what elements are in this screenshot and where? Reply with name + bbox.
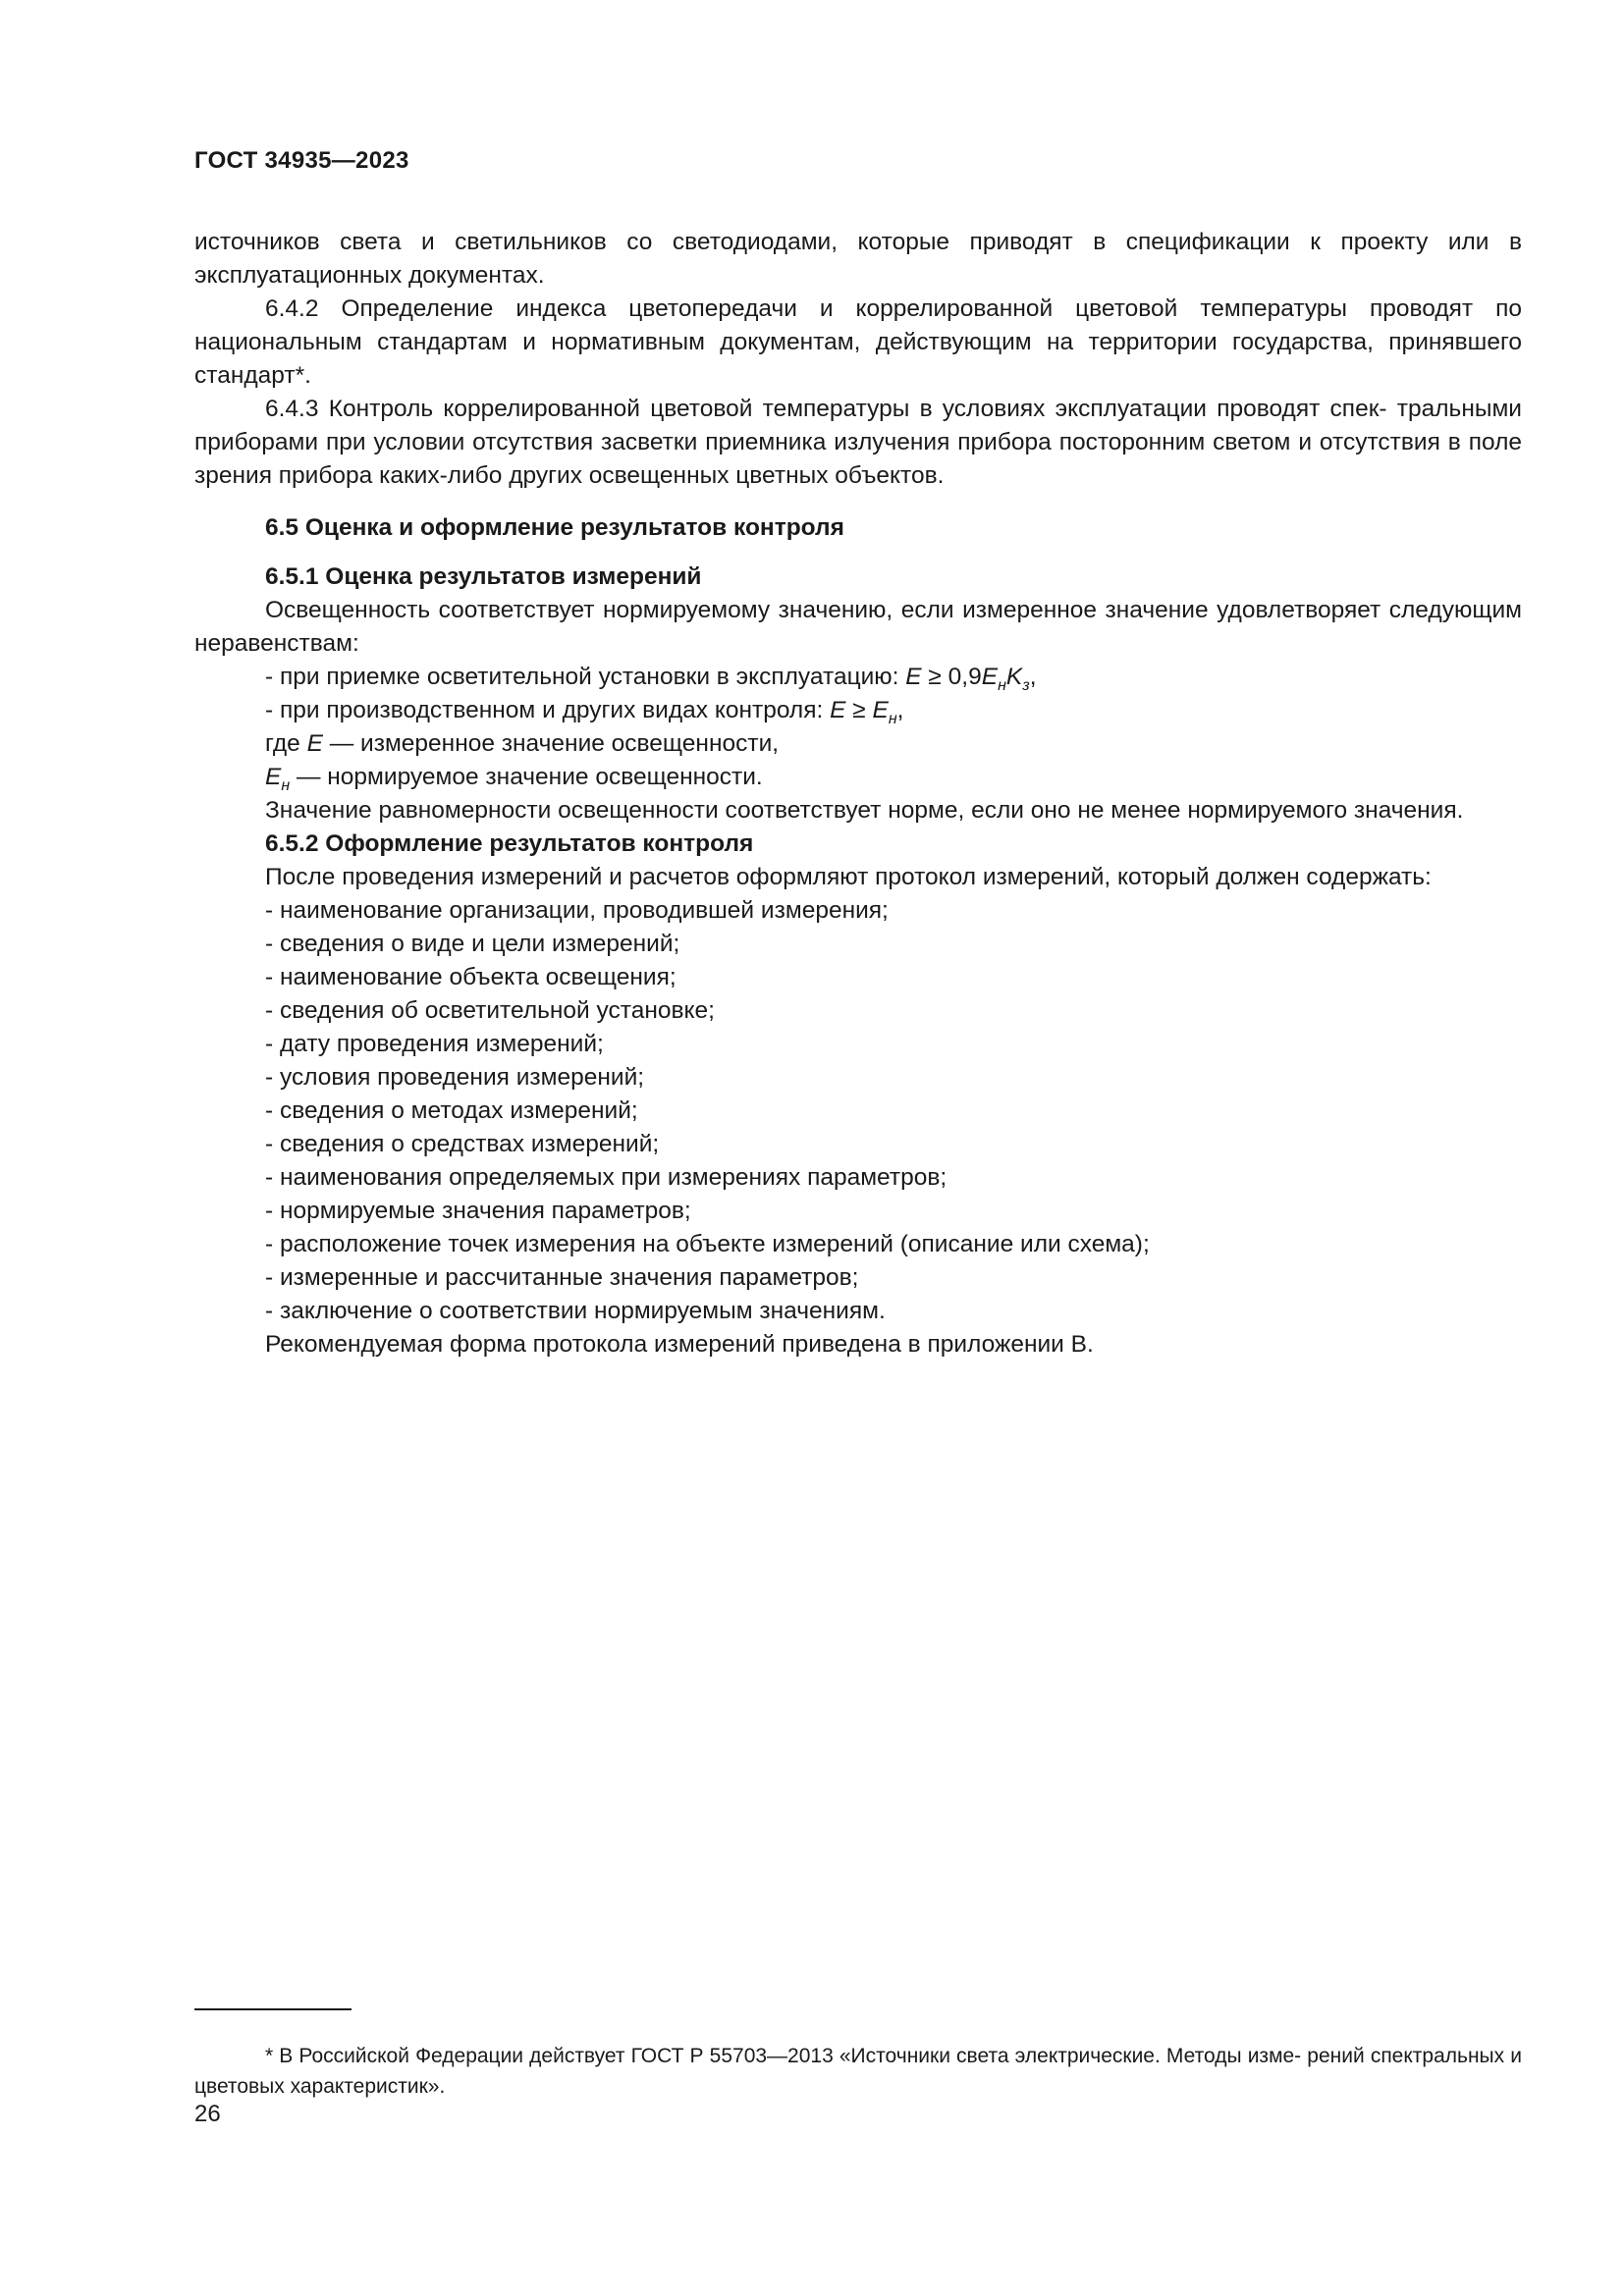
formula-relation: ≥ 0,9 [921,664,982,690]
where-prefix: где [265,730,307,757]
list-item: - наименование объекта освещения; [265,964,677,990]
paragraph-uniformity: Значение равномерности освещенности соответствует норме, если оно не менее нормируемого значения. [265,797,1464,824]
symbol-En: E [265,764,282,790]
list-item: - сведения об осветительной установке; [265,997,715,1024]
footnote: * В Российской Федерации действует ГОСТ Р 55703—2013 «Источники света электрические. Методы изме- рений спектральных и цветовых характеристик». [194,2045,1522,2098]
list-item: - наименования определяемых при измерениях параметров; [265,1164,947,1191]
formula-relation: ≥ [845,697,873,723]
document-header: ГОСТ 34935—2023 [194,147,409,174]
list-item: - измеренные и рассчитанные значения параметров; [265,1264,859,1291]
formula-E: E [830,697,846,723]
paragraph-6-4-2: 6.4.2 Определение индекса цветопередачи и коррелированной цветовой температуры проводят по национальным стандартам и нормативным документам, действующим на территории государства, принявшего стандарт*. [194,295,1522,389]
list-item: - заключение о соответствии нормируемым значениям. [265,1298,886,1324]
list-item-acceptance [194,661,1522,694]
formula-E: E [905,664,922,690]
definition-En [194,761,1522,794]
list-item: - расположение точек измерения на объекте измерений (описание или схема); [265,1231,1150,1257]
section-6-5-1-heading: 6.5.1 Оценка результатов измерений [265,563,702,590]
document-body [194,226,1522,1362]
list-item-text: - при производственном и других видах контроля: [265,697,831,723]
page-number: 26 [194,2101,221,2127]
paragraph-6-5-2-intro: После проведения измерений и расчетов оформляют протокол измерений, который должен содержать: [265,864,1432,890]
formula-tail: , [1029,664,1037,690]
formula-subscript-n: н [998,677,1006,694]
list-item: - сведения о средствах измерений; [265,1131,660,1157]
paragraph-closing: Рекомендуемая форма протокола измерений приведена в приложении В. [265,1331,1094,1358]
list-item: - сведения о виде и цели измерений; [265,931,680,957]
footnote-separator [194,2008,352,2010]
definition-E [194,727,1522,761]
formula-subscript-z: з [1022,677,1030,694]
list-item: - дату проведения измерений; [265,1031,604,1057]
section-6-5-heading: 6.5 Оценка и оформление результатов контроля [265,514,844,541]
list-item-production [194,694,1522,727]
formula-K: K [1005,664,1023,690]
list-item-text: - при приемке осветительной установки в эксплуатацию: [265,664,906,690]
symbol-subscript-n: н [281,777,291,794]
symbol-E: E [306,730,323,757]
list-item: - наименование организации, проводившей измерения; [265,897,889,924]
formula-En: E [981,664,999,690]
definition-text: — нормируемое значение освещенности. [290,764,763,790]
section-6-5-2-heading: 6.5.2 Оформление результатов контроля [265,830,754,857]
formula-tail: , [896,697,904,723]
paragraph-continuation: источников света и светильников со светодиодами, которые приводят в спецификации к проекту или в эксплуатационных документах. [194,229,1522,289]
formula-En: E [872,697,889,723]
list-item: - сведения о методах измерений; [265,1097,638,1124]
list-item: - условия проведения измерений; [265,1064,645,1091]
definition-text: — измеренное значение освещенности, [322,730,780,757]
paragraph-6-4-3: 6.4.3 Контроль коррелированной цветовой температуры в условиях эксплуатации проводят спек- тральными приборами при условии отсутствия засветки приемника излучения прибора посторонним светом и отсутствия в поле зрения прибора каких-либо других освещенных цветных объектов. [194,396,1522,489]
formula-subscript-n: н [888,711,897,727]
paragraph-6-5-1-intro: Освещенность соответствует нормируемому значению, если измеренное значение удовлетворяет следующим неравенствам: [194,597,1522,657]
list-item: - нормируемые значения параметров; [265,1198,691,1224]
protocol-contents-list [194,894,1522,1328]
